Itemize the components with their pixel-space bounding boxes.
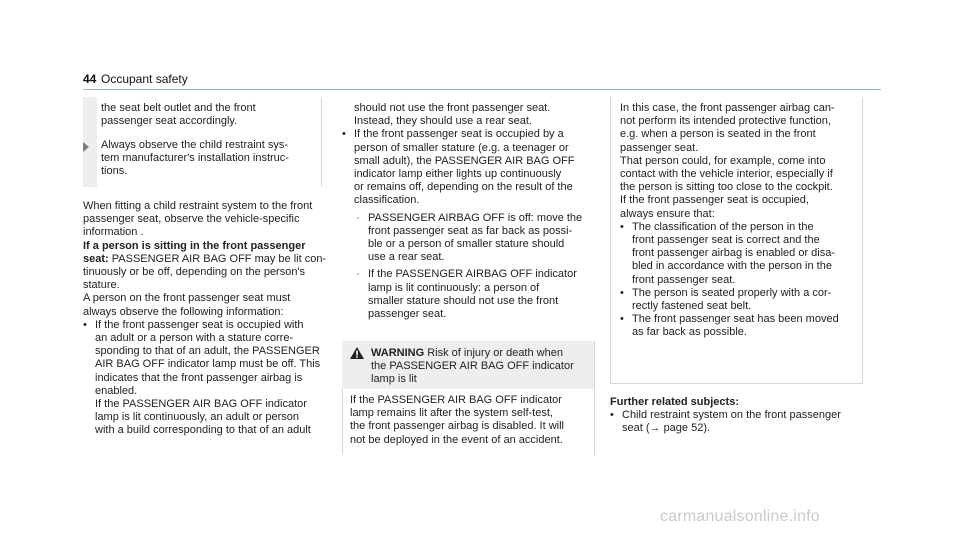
text-line: information . xyxy=(83,226,144,239)
text-line: contact with the vehicle interior, especially if xyxy=(620,168,833,181)
text-line: use a rear seat. xyxy=(368,251,445,264)
text-line: e.g. when a person is seated in the front xyxy=(620,128,816,141)
text-line: front passenger seat. xyxy=(632,273,736,286)
subheading-line xyxy=(83,253,328,266)
dash-icon: - xyxy=(356,268,360,281)
text-line: rectly fastened seat belt. xyxy=(632,300,752,313)
text-line: person of smaller stature (e.g. a teenager or xyxy=(354,141,569,154)
text-line: ble or a person of smaller stature should xyxy=(368,238,565,251)
col2-body xyxy=(342,102,592,321)
further-heading: Further related subjects: xyxy=(610,396,739,408)
text-line: bled in accordance with the person in the xyxy=(632,260,832,273)
text-line: indicator lamp either lights up continuously xyxy=(354,168,562,181)
step-continuation xyxy=(101,102,256,128)
text-line: passenger seat, observe the vehicle-specific xyxy=(83,213,300,226)
warning-header xyxy=(371,347,591,387)
text-line: indicates that the front passenger airbag is xyxy=(95,371,303,384)
list-item xyxy=(620,313,860,339)
warning-body xyxy=(350,394,590,447)
text-line: If the PASSENGER AIRBAG OFF indicator xyxy=(368,268,577,281)
subheading-line xyxy=(83,240,328,253)
text-line: not be deployed in the event of an accident. xyxy=(350,433,563,446)
step-line: passenger seat accordingly. xyxy=(101,115,238,128)
warning-line: the PASSENGER AIR BAG OFF indicator xyxy=(371,360,574,373)
subheading-bold: If a person is sitting in the front passenger xyxy=(83,239,306,252)
text-line: as far back as possible. xyxy=(632,326,747,339)
step-line: the seat belt outlet and the front xyxy=(101,102,256,114)
text-line: or remains off, depending on the result of the xyxy=(354,181,573,194)
text-line: lamp is lit continuously, an adult or person xyxy=(95,411,300,424)
text-line: That person could, for example, come into xyxy=(620,154,826,167)
text-line: stature. xyxy=(83,279,120,292)
text-line: The front passenger seat has been moved xyxy=(632,313,839,326)
col1-step-divider xyxy=(321,97,322,187)
text-line: smaller stature should not use the front xyxy=(368,294,559,307)
col3-box-bottom xyxy=(610,383,863,384)
text-line: PASSENGER AIRBAG OFF is off: move the xyxy=(368,211,583,224)
text-line: lamp remains lit after the system self-test, xyxy=(350,407,553,420)
text-line: Instead, they should use a rear seat. xyxy=(354,115,532,128)
text-line: an adult or a person with a stature corre- xyxy=(95,332,294,345)
col3-box-body xyxy=(620,102,860,340)
watermark: carmanualsonline.info xyxy=(660,508,820,525)
warning-line xyxy=(371,347,591,360)
bullet-icon: • xyxy=(620,286,624,299)
col1-body xyxy=(83,200,328,438)
text-line: AIR BAG OFF indicator lamp must be off. This xyxy=(95,358,321,371)
text-line: classification. xyxy=(354,194,420,207)
text-line: If the front passenger seat is occupied by a xyxy=(354,128,564,141)
text-line: front passenger airbag is enabled or disa- xyxy=(632,247,836,260)
text-line: passenger seat. xyxy=(368,308,447,321)
warning-text: Risk of injury or death when xyxy=(424,347,563,359)
bullet-icon: • xyxy=(342,128,346,141)
warning-line: lamp is lit xyxy=(371,373,417,386)
dash-icon: - xyxy=(356,211,360,224)
list-item xyxy=(620,221,860,287)
list-item[interactable] xyxy=(610,409,870,435)
text-line: enabled. xyxy=(95,384,138,397)
step-line: Always observe the child restraint sys- xyxy=(101,139,289,151)
text-line: If the front passenger seat is occupied with xyxy=(95,318,304,331)
step-line: tions. xyxy=(101,165,128,178)
link-line[interactable]: Child restraint system on the front passenger xyxy=(622,409,841,422)
subheading-text: PASSENGER AIR BAG OFF may be lit con- xyxy=(108,252,327,265)
text-line: If the front passenger seat is occupied, xyxy=(620,194,809,207)
bullet-icon: • xyxy=(610,409,614,422)
subheading-bold: seat: xyxy=(83,252,109,265)
text-line: small adult), the PASSENGER AIR BAG OFF xyxy=(354,154,575,167)
text-line: tinuously or be off, depending on the person's xyxy=(83,266,306,279)
warning-left-border xyxy=(342,389,343,455)
text-line: always observe the following information: xyxy=(83,305,284,318)
text-line: sponding to that of an adult, the PASSENGER xyxy=(95,345,320,358)
text-line: always ensure that: xyxy=(620,207,715,220)
page-number: 44 xyxy=(83,72,97,86)
bullet-icon: • xyxy=(83,318,87,331)
text-line: lamp is lit continuously: a person of xyxy=(368,281,540,294)
warning-triangle-icon xyxy=(350,347,364,359)
text-line: When fitting a child restraint system to the front xyxy=(83,200,313,212)
text-line: In this case, the front passenger airbag can- xyxy=(620,102,835,114)
header-rule xyxy=(83,89,881,90)
text-line: not perform its intended protective function, xyxy=(620,115,831,128)
section-title: Occupant safety xyxy=(101,72,188,86)
warning-label: WARNING xyxy=(371,347,425,359)
list-item xyxy=(342,128,592,207)
text-line: should not use the front passenger seat. xyxy=(354,102,551,114)
link-line[interactable]: seat (→ page 52). xyxy=(622,422,711,435)
bullet-icon: • xyxy=(620,313,624,326)
bullet-icon: • xyxy=(620,220,624,233)
text-line: The person is seated properly with a cor- xyxy=(632,286,832,299)
text-line: A person on the front passenger seat must xyxy=(83,292,291,305)
text-line: If the PASSENGER AIR BAG OFF indicator xyxy=(95,398,307,411)
text-line: passenger seat. xyxy=(620,141,699,154)
step-arrow-icon xyxy=(83,142,89,152)
text-line: front passenger seat is correct and the xyxy=(632,234,820,247)
step-line: tem manufacturer's installation instruc- xyxy=(101,152,289,165)
further-subjects xyxy=(610,396,870,436)
text-line: The classification of the person in the xyxy=(632,220,814,233)
list-item xyxy=(83,319,328,438)
col3-box-right xyxy=(862,97,863,383)
list-item xyxy=(620,287,860,313)
text-line: front passenger seat as far back as possi- xyxy=(368,224,573,237)
text-line: If the PASSENGER AIR BAG OFF indicator xyxy=(350,394,562,406)
text-line: the front passenger airbag is disabled. It will xyxy=(350,420,565,433)
text-line: the person is sitting too close to the cockpit. xyxy=(620,181,833,194)
dash-item xyxy=(342,212,592,265)
dash-item xyxy=(342,268,592,321)
warning-right-border xyxy=(594,341,595,455)
col3-box-left xyxy=(610,97,611,383)
step-2 xyxy=(101,139,289,179)
text-line: with a build corresponding to that of an adult xyxy=(95,424,311,437)
